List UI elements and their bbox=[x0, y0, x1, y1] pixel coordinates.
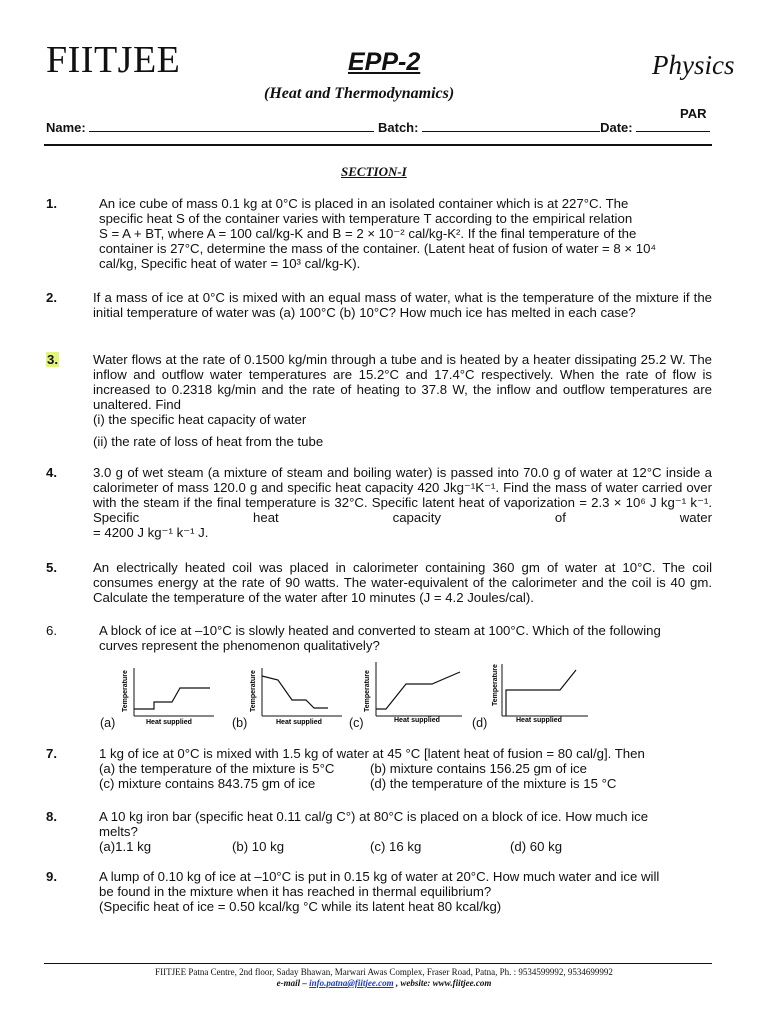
student-fields bbox=[46, 120, 726, 135]
text-line: specific heat S of the container varies with temperature T according to the empirical relation bbox=[99, 211, 633, 226]
y-axis-label: Temperature bbox=[122, 670, 129, 712]
sub-question: (i) the specific heat capacity of water bbox=[93, 412, 307, 427]
footer-divider bbox=[44, 963, 712, 964]
header-divider bbox=[44, 144, 712, 146]
text-line: = 4200 J kg⁻¹ k⁻¹ J. bbox=[93, 525, 209, 540]
option-c-label: (c) bbox=[349, 716, 364, 730]
brand-logo: FIITJEE bbox=[46, 39, 181, 81]
text-line: A block of ice at –10°C is slowly heated and converted to steam at 100°C. Which of the following bbox=[99, 623, 661, 638]
y-axis-label: Temperature bbox=[250, 670, 257, 712]
text-body: Water flows at the rate of 0.1500 kg/min through a tube and is heated by a heater dissipating 25.2 W. The inflow and outflow water temperatures are 15.2°C and 17.4°C respectively. When the rate of flow is increased to 0.2318 kg/min and the rate of heating to 37.8 W, the inflow and outflow temperatures are unaltered. Find bbox=[93, 352, 712, 412]
question-number: 8. bbox=[46, 809, 57, 824]
text-line: A 10 kg iron bar (specific heat 0.11 cal/g C°) at 80°C is placed on a block of ice. How much ice bbox=[99, 809, 649, 824]
text-body: 3.0 g of wet steam (a mixture of steam and boiling water) is passed into 70.0 g of water at 12°C inside a calorimeter of mass 120.0 g and specific heat capacity 420 Jkg⁻¹K⁻¹. Find the mass of water carried over with the steam if the final temperature is 32°C. Specific latent heat of vaporization = 2.3 × 10⁶ J kg⁻¹ k⁻¹. Specific heat capacity of water bbox=[93, 465, 712, 525]
question-text bbox=[93, 465, 712, 540]
text-line: curves represent the phenomenon qualitatively? bbox=[99, 638, 380, 653]
option-b: (b) 10 kg bbox=[232, 839, 285, 854]
text-line: A lump of 0.10 kg of ice at –10°C is put in 0.15 kg of water at 20°C. How much water and ice will bbox=[99, 869, 660, 884]
sub-question: (ii) the rate of loss of heat from the tube bbox=[93, 434, 324, 449]
y-axis-label: Temperature bbox=[492, 664, 499, 706]
paper-tag: PAR bbox=[680, 106, 707, 121]
x-axis-label: Heat supplied bbox=[394, 717, 440, 724]
option-b-label: (b) bbox=[232, 716, 248, 730]
option-a-label: (a) bbox=[100, 716, 116, 730]
option-a: (a)1.1 kg bbox=[99, 839, 152, 854]
question-number: 9. bbox=[46, 869, 57, 884]
options-row bbox=[99, 761, 712, 776]
topic-title: (Heat and Thermodynamics) bbox=[264, 85, 455, 102]
question-text bbox=[99, 809, 712, 854]
question-number: 4. bbox=[46, 465, 57, 480]
question-number: 7. bbox=[46, 746, 57, 761]
date-label: Date: bbox=[600, 120, 633, 135]
option-a: (a) the temperature of the mixture is 5°C bbox=[99, 761, 335, 776]
batch-label: Batch: bbox=[378, 120, 419, 135]
question-text: An electrically heated coil was placed in calorimeter containing 360 gm of water at 10°C. The coil consumes energy at the rate of 90 watts. The water-equivalent of the calorimeter and the coil is 40 gm. Calculate the temperature of the water after 10 minutes (J = 4.2 Joules/cal). bbox=[93, 560, 712, 605]
name-field[interactable] bbox=[89, 120, 374, 132]
footer-contact bbox=[0, 978, 768, 988]
website-link[interactable]: www.fiitjee.com bbox=[432, 978, 492, 988]
batch-field[interactable] bbox=[422, 120, 600, 132]
text-line: S = A + BT, where A = 100 cal/kg-K and B = 2 × 10⁻² cal/kg-K². If the final temperature of the bbox=[99, 226, 637, 241]
option-d: (d) the temperature of the mixture is 15 °C bbox=[370, 776, 617, 791]
question-text bbox=[99, 869, 712, 914]
name-label: Name: bbox=[46, 120, 86, 135]
options-row bbox=[99, 839, 712, 854]
question-text bbox=[99, 623, 712, 653]
option-c: (c) mixture contains 843.75 gm of ice bbox=[99, 776, 316, 791]
email-link[interactable]: info.patna@fiitjee.com bbox=[309, 978, 394, 988]
y-axis-label: Temperature bbox=[364, 670, 371, 712]
text-line: cal/kg, Specific heat of water = 10³ cal/kg-K). bbox=[99, 256, 361, 271]
footer-address: FIITJEE Patna Centre, 2nd floor, Saday Bhawan, Marwari Awas Complex, Fraser Road, Patna, Ph. : 9534599992, 9534699992 bbox=[155, 967, 613, 977]
question-text bbox=[99, 196, 712, 271]
email-label: e-mail – bbox=[276, 978, 310, 988]
option-c: (c) 16 kg bbox=[370, 839, 422, 854]
website-label: , website: bbox=[393, 978, 433, 988]
option-b: (b) mixture contains 156.25 gm of ice bbox=[370, 761, 587, 776]
date-field[interactable] bbox=[636, 120, 710, 132]
graph-a bbox=[120, 660, 220, 728]
question-text bbox=[93, 352, 712, 449]
subject-title: Physics bbox=[652, 50, 735, 80]
option-d-label: (d) bbox=[472, 716, 488, 730]
text-line: (Specific heat of ice = 0.50 kcal/kg °C while its latent heat 80 kcal/kg) bbox=[99, 899, 502, 914]
text-line: be found in the mixture when it has reached in thermal equilibrium? bbox=[99, 884, 492, 899]
question-number: 1. bbox=[46, 196, 57, 211]
option-d: (d) 60 kg bbox=[510, 839, 563, 854]
x-axis-label: Heat supplied bbox=[516, 717, 562, 724]
text-line: container is 27°C, determine the mass of the container. (Latent heat of fusion of water = 8 × 10⁴ bbox=[99, 241, 657, 256]
question-number: 3. bbox=[47, 352, 58, 367]
question-text: If a mass of ice at 0°C is mixed with an equal mass of water, what is the temperature of the mixture if the initial temperature of water was (a) 100°C (b) 10°C? How much ice has melted in each case? bbox=[93, 290, 712, 320]
x-axis-label: Heat supplied bbox=[146, 719, 192, 726]
options-row bbox=[99, 776, 712, 791]
text-line: melts? bbox=[99, 824, 138, 839]
question-number: 2. bbox=[46, 290, 57, 305]
x-axis-label: Heat supplied bbox=[276, 719, 322, 726]
question-number: 5. bbox=[46, 560, 57, 575]
question-number: 6. bbox=[46, 623, 57, 638]
graph-b bbox=[248, 660, 348, 728]
graph-d bbox=[488, 660, 598, 728]
paper-code: EPP-2 bbox=[348, 48, 421, 76]
graph-c bbox=[362, 660, 472, 728]
text-line: 1 kg of ice at 0°C is mixed with 1.5 kg of water at 45 °C [latent heat of fusion = 80 cal/g]. Then bbox=[99, 746, 645, 761]
question-text bbox=[99, 746, 712, 791]
text-line: An ice cube of mass 0.1 kg at 0°C is placed in an isolated container which is at 227°C. The bbox=[99, 196, 629, 211]
section-heading: SECTION-I bbox=[341, 164, 407, 179]
